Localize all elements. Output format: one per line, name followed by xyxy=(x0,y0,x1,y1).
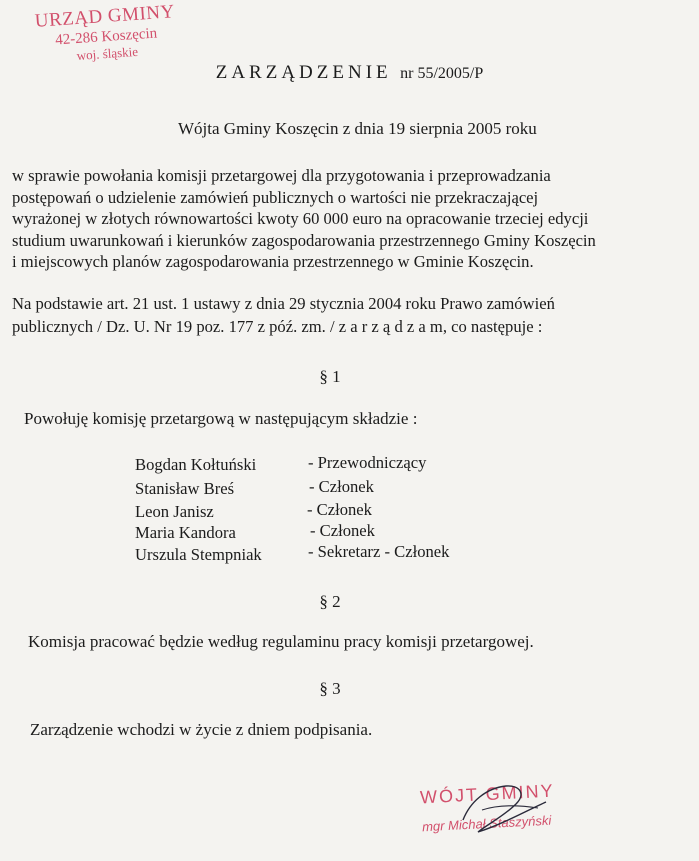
subject-paragraph xyxy=(12,165,692,273)
subject-line: studium uwarunkowań i kierunków zagospodarowania przestrzennego Gminy Koszęcin xyxy=(12,230,596,250)
subject-line: w sprawie powołania komisji przetargowej dla przygotowania i przeprowadzania xyxy=(12,166,551,185)
member-name: Stanisław Breś xyxy=(135,479,235,498)
member-name: Bogdan Kołtuński xyxy=(135,455,257,474)
section-1-intro: Powołuję komisję przetargową w następującym składzie : xyxy=(24,409,418,428)
stamp-signatory-name: mgr Michał Staszyński xyxy=(421,812,552,835)
section-1-heading: § 1 xyxy=(319,367,341,386)
member-name: Urszula Stempniak xyxy=(135,545,262,564)
member-name: Maria Kandora xyxy=(135,523,236,542)
section-3-heading: § 3 xyxy=(319,679,341,698)
member-name: Leon Janisz xyxy=(135,502,214,521)
signature-stamp xyxy=(408,780,608,850)
stamp-address: 42-286 Koszęcin xyxy=(54,25,158,49)
member-role: - Członek xyxy=(309,477,374,496)
subject-line: postępowań o udzielenie zamówień publicznych o wartości nie przekraczającej xyxy=(12,187,539,207)
title-number: nr 55/2005/P xyxy=(400,65,484,82)
office-stamp xyxy=(24,0,188,67)
legal-basis-paragraph xyxy=(12,292,692,338)
member-role: - Sekretarz - Członek xyxy=(308,542,450,561)
basis-line: publicznych / Dz. U. Nr 19 poz. 177 z póź. zm. / z a r z ą d z a m, co następuje : xyxy=(12,317,543,336)
handwritten-signature xyxy=(408,780,608,850)
member-role: - Przewodniczący xyxy=(308,453,427,472)
title-word: ZARZĄDZENIE xyxy=(215,62,392,83)
stamp-title: WÓJT GMINY xyxy=(419,780,556,808)
subject-line: i miejscowych planów zagospodarowania przestrzennego w Gminie Koszęcin. xyxy=(12,252,534,271)
section-2-heading: § 2 xyxy=(319,592,341,611)
document-title xyxy=(0,62,699,84)
section-2-text: Komisja pracować będzie według regulaminu pracy komisji przetargowej. xyxy=(28,632,534,651)
document-subtitle: Wójta Gminy Koszęcin z dnia 19 sierpnia 2005 roku xyxy=(178,119,537,138)
section-3-text: Zarządzenie wchodzi w życie z dniem podpisania. xyxy=(30,720,373,739)
stamp-office-name: URZĄD GMINY xyxy=(34,1,176,32)
basis-line: Na podstawie art. 21 ust. 1 ustawy z dnia 29 stycznia 2004 roku Prawo zamówień xyxy=(12,294,555,313)
subject-line: wyrażonej w złotych równowartości kwoty 60 000 euro na opracowanie trzeciej edycji xyxy=(12,209,589,228)
member-role: - Członek xyxy=(307,500,372,519)
member-role: - Członek xyxy=(310,521,375,540)
stamp-region: woj. śląskie xyxy=(76,43,139,64)
